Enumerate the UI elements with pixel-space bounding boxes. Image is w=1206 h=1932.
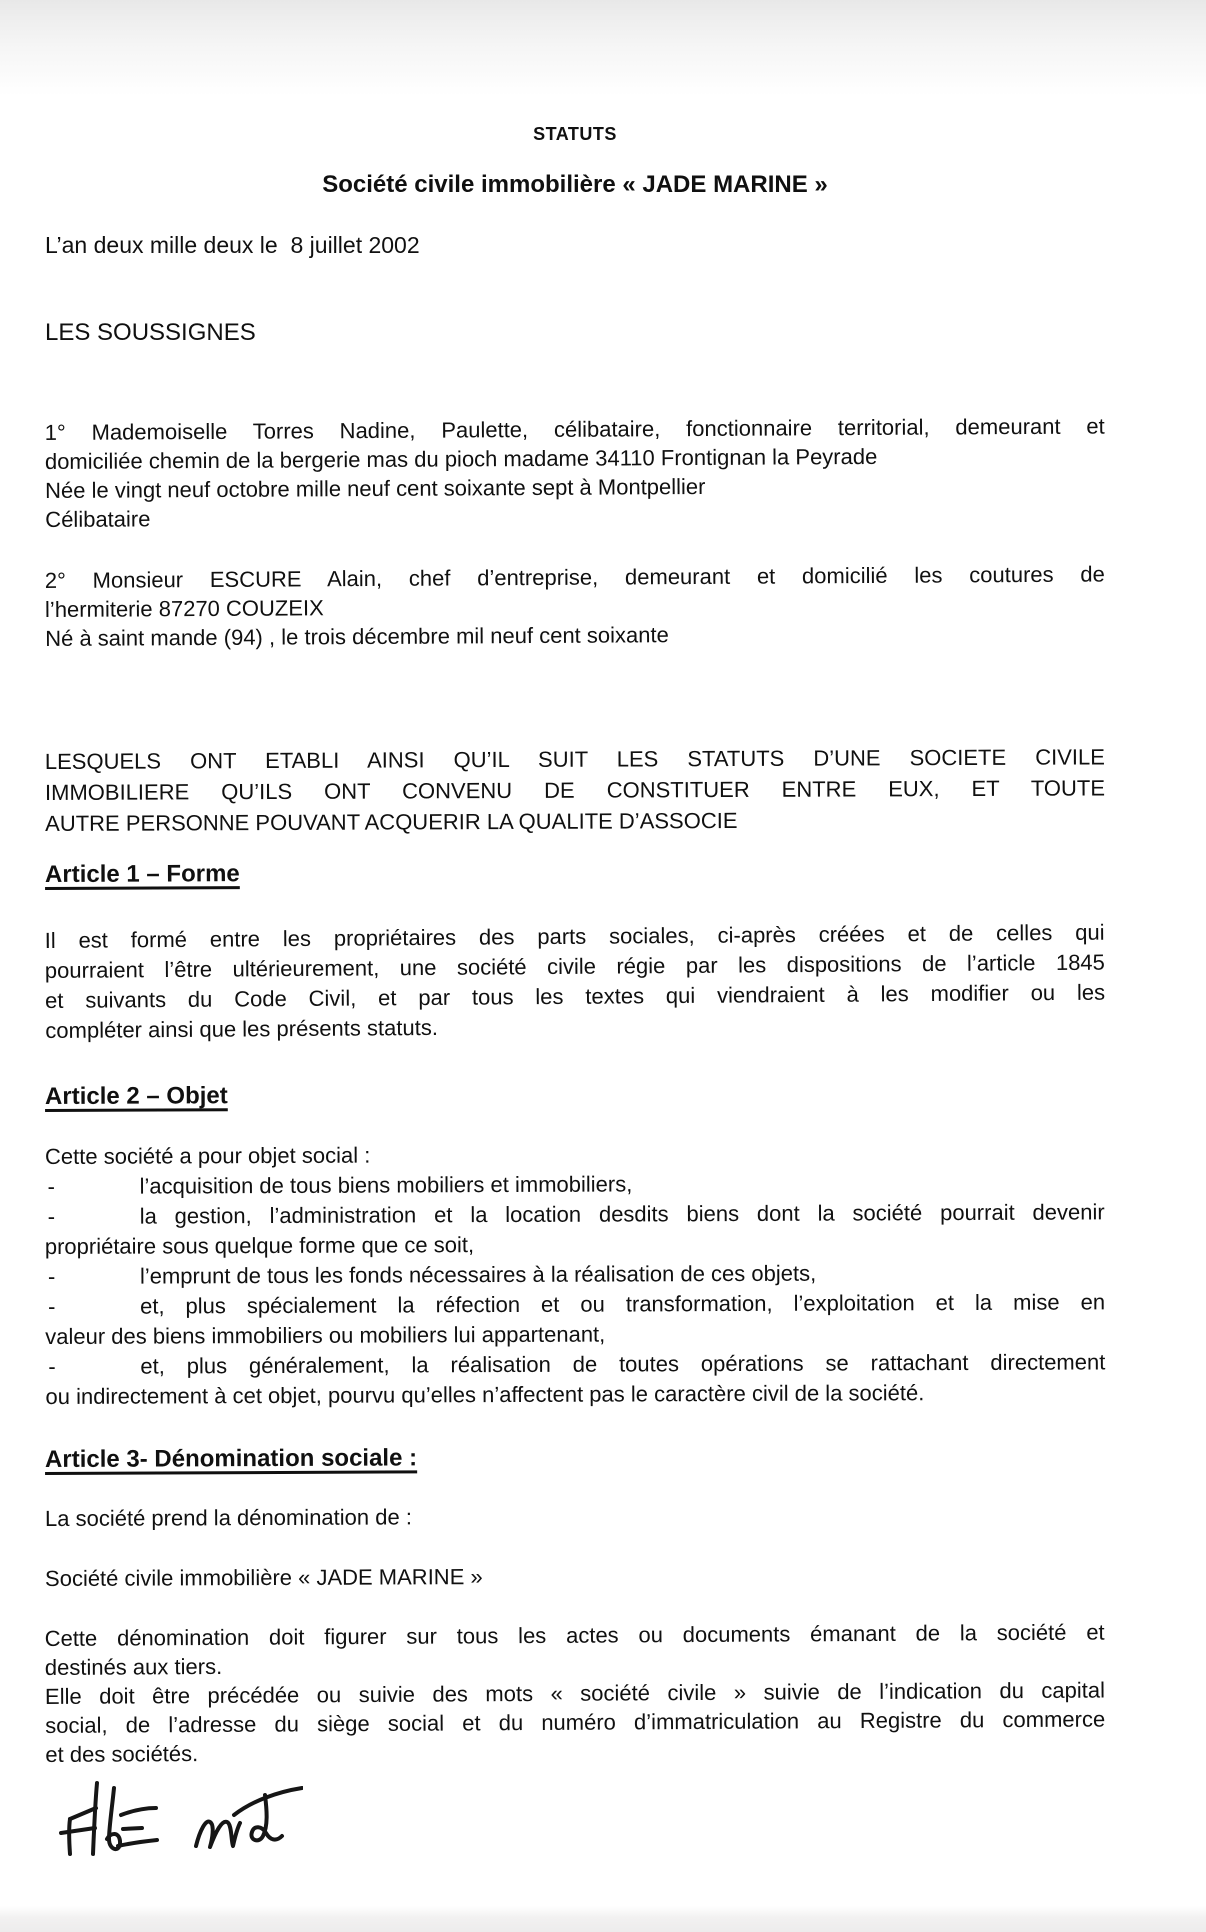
article3-denomination-line: Société civile immobilière « JADE MARINE » (44, 1564, 483, 1591)
list-item (45, 1257, 1105, 1291)
article3-line: social, de l’adresse du siège social et du numéro d’immatriculation au Registre du commerce (45, 1706, 1106, 1738)
article2-intro: Cette société a pour objet social : (44, 1142, 371, 1169)
list-item-text: et, plus spécialement la réfection et ou transformation, l’exploitation et la mise en (140, 1289, 1106, 1319)
article1-line: pourraient l’être ultérieurement, une société civile régie par les dispositions de l’article 1845 (44, 949, 1105, 984)
list-item-text: la gestion, l’administration et la location desdits biens dont la société pourrait devenir (139, 1199, 1105, 1229)
list-dash: - (47, 1203, 56, 1229)
article3-heading (45, 1440, 1105, 1475)
list-dash: - (48, 1293, 56, 1319)
article3-line: Cette dénomination doit figurer sur tous les actes ou documents émanant de la société et (44, 1619, 1105, 1652)
doc-title: STATUTS (533, 124, 617, 144)
article1-body (45, 918, 1106, 1046)
party1-line: 1° Mademoiselle Torres Nadine, Paulette, célibataire, fonctionnaire territorial, demeurant et (44, 413, 1105, 446)
preamble-line: IMMOBILIERE QU’ILS ONT CONVENU DE CONSTITUER ENTRE EUX, ET TOUTE (44, 775, 1106, 805)
article1-heading (45, 855, 1105, 890)
party1-paragraph (45, 412, 1106, 534)
signature-initials-1 (61, 1783, 157, 1854)
list-item (44, 1167, 1104, 1201)
party2-line: Né à saint mande (94) , le trois décembre mil neuf cent soixante (45, 622, 669, 651)
article1-line: compléter ainsi que les présents statuts. (45, 1014, 438, 1043)
list-item-continuation: ou indirectement à cet objet, pourvu qu’elles n’affectent pas le caractère civil de la société. (45, 1380, 925, 1409)
article2-object-list (44, 1167, 1105, 1411)
list-item-continuation: valeur des biens immobiliers ou mobiliers lui appartenant, (45, 1321, 606, 1349)
date-line: L’an deux mille deux le 8 juillet 2002 (45, 232, 420, 258)
doc-subtitle: Société civile immobilière « JADE MARINE » (322, 171, 828, 198)
list-dash: - (48, 1353, 56, 1379)
article1-heading-text: Article 1 – Forme (44, 860, 240, 888)
article3-line: destinés aux tiers. (44, 1653, 223, 1681)
list-item (45, 1197, 1105, 1231)
article3-line: La société prend la dénomination de : (44, 1504, 412, 1531)
list-dash: - (47, 1173, 55, 1199)
parties-heading: LES SOUSSIGNES (45, 319, 256, 346)
article3-paragraph (45, 1618, 1106, 1769)
signature-initials-2 (196, 1788, 302, 1847)
list-item-text: l’emprunt de tous les fonds nécessaires à la réalisation de ces objets, (139, 1260, 817, 1289)
article3-line: et des sociétés. (45, 1741, 199, 1767)
party1-line: Célibataire (45, 506, 151, 532)
list-item (45, 1347, 1105, 1381)
article2-heading (45, 1077, 1105, 1112)
article2-heading-text: Article 2 – Objet (44, 1082, 228, 1110)
party2-line: 2° Monsieur ESCURE Alain, chef d’entreprise, demeurant et domicilié les coutures de (44, 561, 1105, 594)
preamble-line: LESQUELS ONT ETABLI AINSI QU’IL SUIT LES STATUTS D’UNE SOCIETE CIVILE (44, 744, 1105, 775)
list-item-text: l’acquisition de tous biens mobiliers et immobiliers, (139, 1171, 633, 1199)
article3-line: Elle doit être précédée ou suivie des mots « société civile » suivie de l’indication du capital (44, 1677, 1106, 1709)
list-dash: - (47, 1263, 56, 1289)
article1-line: et suivants du Code Civil, et par tous les textes qui viendraient à les modifier ou les (45, 979, 1106, 1013)
article3-heading-text: Article 3- Dénomination sociale : (44, 1444, 418, 1473)
list-item-text: et, plus généralement, la réalisation de toutes opérations se rattachant directement (140, 1349, 1106, 1379)
list-item-continuation: propriétaire sous quelque forme que ce soit, (44, 1232, 475, 1260)
list-item (45, 1287, 1105, 1321)
scan-artifact-bottom-band (0, 1906, 1206, 1932)
signature-block (58, 1778, 303, 1868)
preamble-line: AUTRE PERSONNE POUVANT ACQUERIR LA QUALITE D’ASSOCIE (45, 807, 738, 836)
party1-line: Née le vingt neuf octobre mille neuf cent soixante sept à Montpellier (45, 473, 706, 503)
party1-line: domiciliée chemin de la bergerie mas du pioch madame 34110 Frontignan la Peyrade (44, 443, 878, 475)
article1-line: Il est formé entre les propriétaires des parts sociales, ci-après créées et de celles qui (44, 919, 1105, 954)
party2-paragraph (45, 560, 1106, 653)
preamble-paragraph (45, 741, 1105, 839)
document-content (45, 0, 1105, 1769)
party2-line: l’hermiterie 87270 COUZEIX (44, 595, 324, 622)
